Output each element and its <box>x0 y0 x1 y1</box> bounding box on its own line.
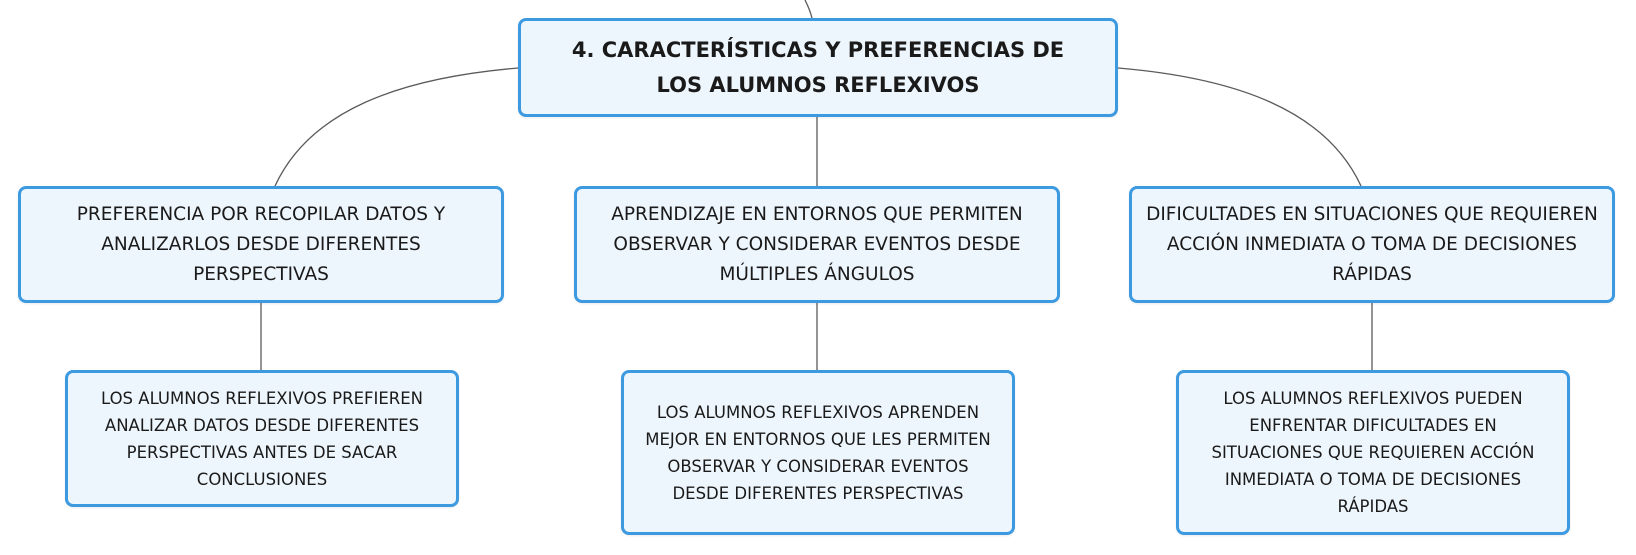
detail-node-3[interactable] <box>1176 370 1570 535</box>
connector-root-to-branch-1 <box>275 68 518 186</box>
branch-node-3[interactable] <box>1129 186 1615 303</box>
branch-label-3: DIFICULTADES EN SITUACIONES QUE REQUIEREN ACCIÓN INMEDIATA O TOMA DE DECISIONES RÁPIDAS <box>1146 203 1598 285</box>
detail-label-1: LOS ALUMNOS REFLEXIVOS PREFIEREN ANALIZAR DATOS DESDE DIFERENTES PERSPECTIVAS ANTES DE SACAR CONCLUSIONES <box>100 388 424 489</box>
detail-node-2[interactable] <box>621 370 1015 535</box>
central-topic-node[interactable] <box>518 18 1118 117</box>
connector-from-parent <box>805 0 812 18</box>
detail-label-3: LOS ALUMNOS REFLEXIVOS PUEDEN ENFRENTAR DIFICULTADES EN SITUACIONES QUE REQUIEREN ACCIÓN INMEDIATA O TOMA DE DECISIONES RÁPIDAS <box>1211 389 1535 516</box>
detail-node-1[interactable] <box>65 370 459 507</box>
branch-label-2: APRENDIZAJE EN ENTORNOS QUE PERMITEN OBSERVAR Y CONSIDERAR EVENTOS DESDE MÚLTIPLES ÁNGULOS <box>611 203 1023 285</box>
central-topic-label: 4. CARACTERÍSTICAS Y PREFERENCIAS DE LOS ALUMNOS REFLEXIVOS <box>571 37 1065 97</box>
branch-node-1[interactable] <box>18 186 504 303</box>
connector-root-to-branch-3 <box>1118 68 1361 186</box>
branch-label-1: PREFERENCIA POR RECOPILAR DATOS Y ANALIZARLOS DESDE DIFERENTES PERSPECTIVAS <box>76 203 446 285</box>
branch-node-2[interactable] <box>574 186 1060 303</box>
detail-label-2: LOS ALUMNOS REFLEXIVOS APRENDEN MEJOR EN ENTORNOS QUE LES PERMITEN OBSERVAR Y CONSIDERAR EVENTOS DESDE DIFERENTES PERSPECTIVAS <box>645 402 991 503</box>
